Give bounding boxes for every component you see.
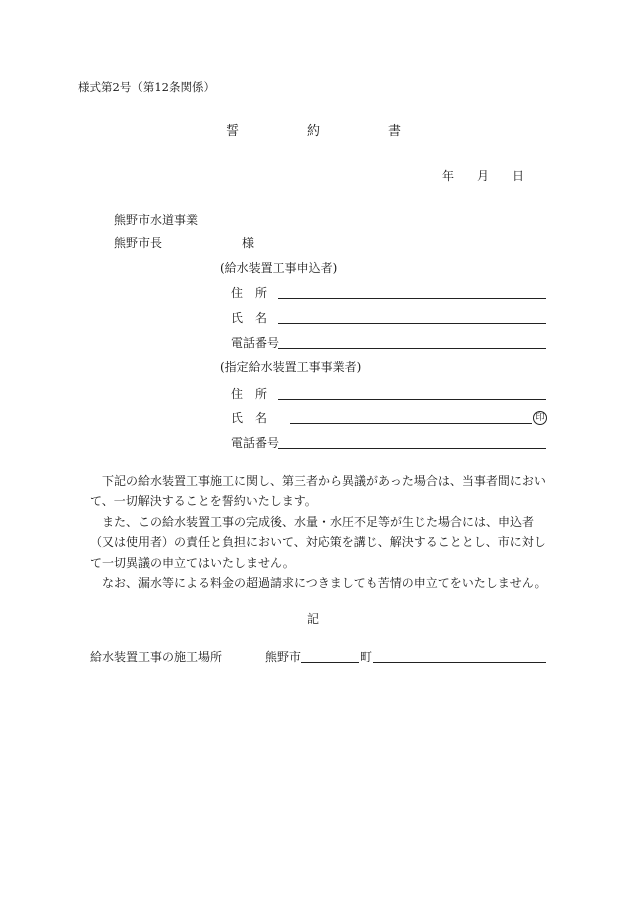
contractor-address-field[interactable] [278,399,546,400]
title-char-3: 書 [388,124,402,139]
applicant-address-field[interactable] [278,298,546,299]
applicant-phone-label: 電話番号 [231,336,280,350]
body-paragraph-2: また、この給水装置工事の完成後、水量・水圧不足等が生じた場合には、申込者（又は使用者）の責任と負担において、対応策を講じ、解決することとし、市に対して一切異議の申立てはいたしません。 [90,514,546,570]
applicant-phone-field[interactable] [278,348,546,349]
location-label: 給水装置工事の施工場所 [90,650,223,664]
record-heading: 記 [307,612,320,626]
form-number: 様式第2号（第12条関係） [78,80,215,94]
contractor-address-label: 住 所 [231,387,268,401]
body-paragraph-3: なお、漏水等による料金の超過請求につきましても苦情の申立てをいたしません。 [102,576,547,591]
contractor-phone-label: 電話番号 [231,436,280,450]
contractor-phone-field[interactable] [278,448,546,449]
location-town: 町 [360,650,373,664]
addressee-mayor: 熊野市長 [114,236,163,250]
document-title [0,125,630,141]
title-char-1: 誓 [226,124,240,139]
body-paragraph-1: 下記の給水装置工事施工に関し、第三者から異議があった場合は、当事者間において、一切解決することを誓約いたします。 [90,474,546,509]
date-day: 日 [512,169,525,183]
location-city: 熊野市 [265,650,302,664]
location-city-field[interactable] [301,662,359,663]
contractor-name-label: 氏 名 [231,411,268,425]
location-town-field[interactable] [373,662,546,663]
applicant-name-field[interactable] [278,323,546,324]
title-char-2: 約 [307,124,321,139]
seal-mark: 印 [533,411,547,425]
addressee-honorific: 様 [242,236,255,250]
applicant-heading: (給水装置工事申込者) [220,261,338,275]
applicant-address-label: 住 所 [231,286,268,300]
date-year: 年 [442,169,455,183]
date-month: 月 [477,169,490,183]
contractor-heading: (指定給水装置工事事業者) [220,360,362,374]
pledge-body [90,471,550,593]
contractor-name-field[interactable] [290,423,532,424]
applicant-name-label: 氏 名 [231,311,268,325]
addressee-org: 熊野市水道事業 [114,213,199,227]
